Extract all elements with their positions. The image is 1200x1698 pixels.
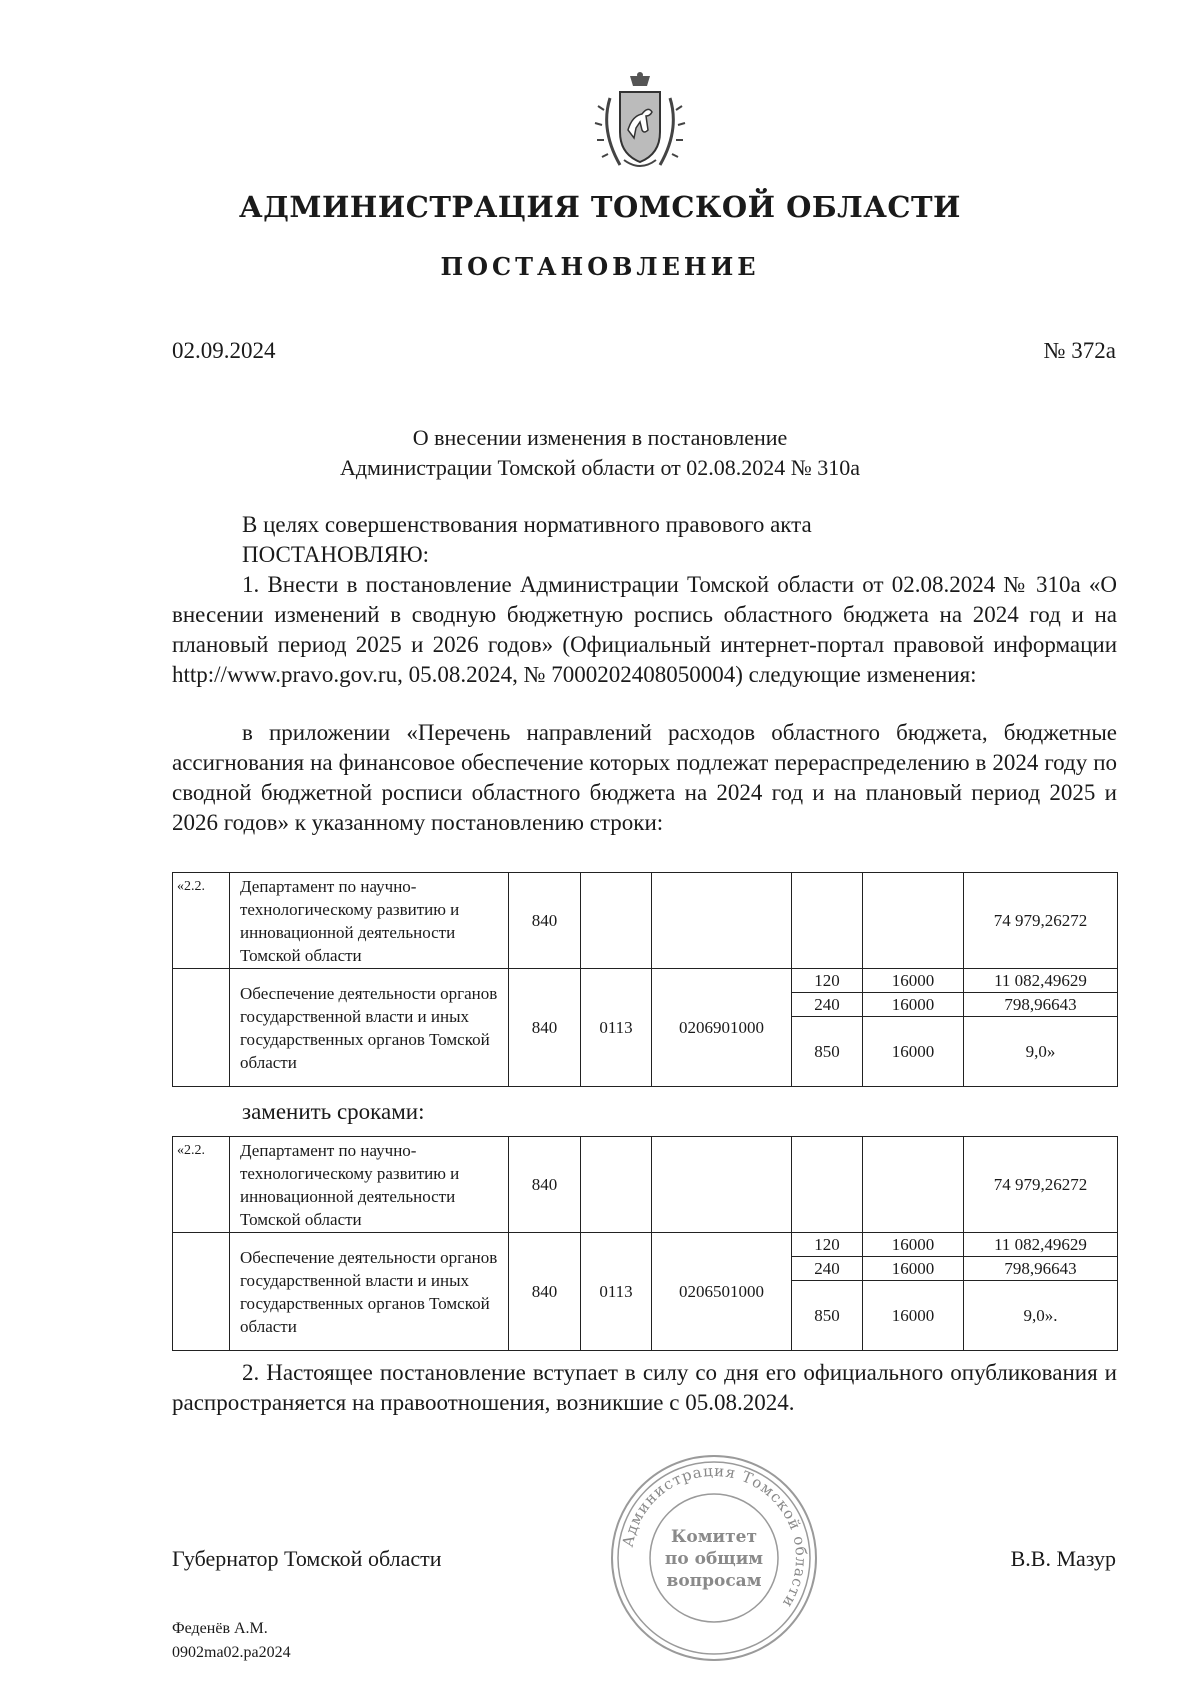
row-kind: 16000 (863, 969, 964, 993)
row-amount: 9,0» (964, 1017, 1118, 1087)
row-section: 0113 (581, 969, 652, 1087)
table-new-rows (172, 1136, 1118, 1351)
row-section: 0113 (581, 1233, 652, 1351)
row-type: 120 (792, 1233, 863, 1257)
row-type: 850 (792, 1281, 863, 1351)
document-subject (0, 423, 1200, 483)
row-amount: 9,0». (964, 1281, 1118, 1351)
row-amount: 798,96643 (964, 993, 1118, 1017)
row-type: 120 (792, 969, 863, 993)
row-target: 0206901000 (652, 969, 792, 1087)
table-row (173, 969, 1118, 993)
decree-word: ПОСТАНОВЛЯЮ: (242, 542, 430, 567)
row-type: 240 (792, 993, 863, 1017)
organization-title: АДМИНИСТРАЦИЯ ТОМСКОЙ ОБЛАСТИ (239, 190, 961, 224)
stamp-line-2: по общим (664, 1549, 764, 1569)
stamp-ring-text: Администрация Томской области (618, 1461, 811, 1612)
document-type: ПОСТАНОВЛЕНИЕ (440, 252, 760, 281)
row-name: Обеспечение деятельности органов государственной власти и иных государственных органов Томской области (230, 969, 509, 1087)
subject-line-2: Администрации Томской области от 02.08.2024 № 310а (339, 455, 861, 480)
row-number: «2.2. (173, 873, 230, 969)
row-kind: 16000 (863, 1281, 964, 1351)
row-amount: 11 082,49629 (964, 969, 1118, 993)
row-type: 240 (792, 1257, 863, 1281)
table-row (173, 1233, 1118, 1257)
row-code: 840 (509, 1137, 581, 1233)
row-amount: 11 082,49629 (964, 1233, 1118, 1257)
document-number: № 372а (1043, 338, 1116, 363)
intro-paragraph: В целях совершенствования нормативного правового акта (242, 512, 812, 537)
row-kind: 16000 (863, 993, 964, 1017)
table-row (173, 873, 1118, 969)
official-stamp (608, 1452, 820, 1664)
row-amount: 798,96643 (964, 1257, 1118, 1281)
row-code: 840 (509, 969, 581, 1087)
document-date: 02.09.2024 (172, 338, 276, 363)
row-kind: 16000 (863, 1233, 964, 1257)
row-number: «2.2. (173, 1137, 230, 1233)
item-1-paragraph: 1. Внести в постановление Администрации Томской области от 02.08.2024 № 310а «О внесении изменений в сводную бюджетную роспись областного бюджета на 2024 год и на плановый период 2025 и 2026 годов» (Официальный интернет-портал правовой информации http://www.pravo.gov.ru, 05.08.2024, № 7000202408050004) следующие изменения: (172, 572, 1117, 687)
row-code: 840 (509, 1233, 581, 1351)
row-kind: 16000 (863, 1257, 964, 1281)
row-name: Департамент по научно-технологическому развитию и инновационной деятельности Томской области (230, 1137, 509, 1233)
stamp-line-3: вопросам (666, 1571, 762, 1591)
replace-with-label: заменить сроками: (242, 1099, 425, 1124)
row-target: 0206501000 (652, 1233, 792, 1351)
row-type: 850 (792, 1017, 863, 1087)
signatory-position: Губернатор Томской области (172, 1546, 442, 1571)
row-kind: 16000 (863, 1017, 964, 1087)
signatory-name: В.В. Мазур (1010, 1546, 1116, 1571)
executor-block (172, 1617, 291, 1665)
item-1-detail-paragraph: в приложении «Перечень направлений расходов областного бюджета, бюджетные ассигнования на финансовое обеспечение которых подлежат перераспределению в 2024 году по сводной бюджетной росписи областного бюджета на 2024 год и на плановый период 2025 и 2026 годов» к указанному постановлению строки: (172, 720, 1117, 835)
table-old-rows (172, 872, 1118, 1087)
row-code: 840 (509, 873, 581, 969)
item-2-paragraph: 2. Настоящее постановление вступает в силу со дня его официального опубликования и распространяется на правоотношения, возникшие с 05.08.2024. (172, 1360, 1117, 1415)
table-row (173, 1137, 1118, 1233)
row-name: Департамент по научно-технологическому развитию и инновационной деятельности Томской области (230, 873, 509, 969)
row-amount: 74 979,26272 (964, 1137, 1118, 1233)
executor-code: 0902ma02.pa2024 (172, 1644, 291, 1661)
row-amount: 74 979,26272 (964, 873, 1118, 969)
subject-line-1: О внесении изменения в постановление (412, 425, 788, 450)
stamp-line-1: Комитет (670, 1527, 758, 1547)
coat-of-arms-emblem (590, 70, 690, 180)
executor-name: Феденёв А.М. (172, 1620, 268, 1637)
row-name: Обеспечение деятельности органов государственной власти и иных государственных органов Томской области (230, 1233, 509, 1351)
